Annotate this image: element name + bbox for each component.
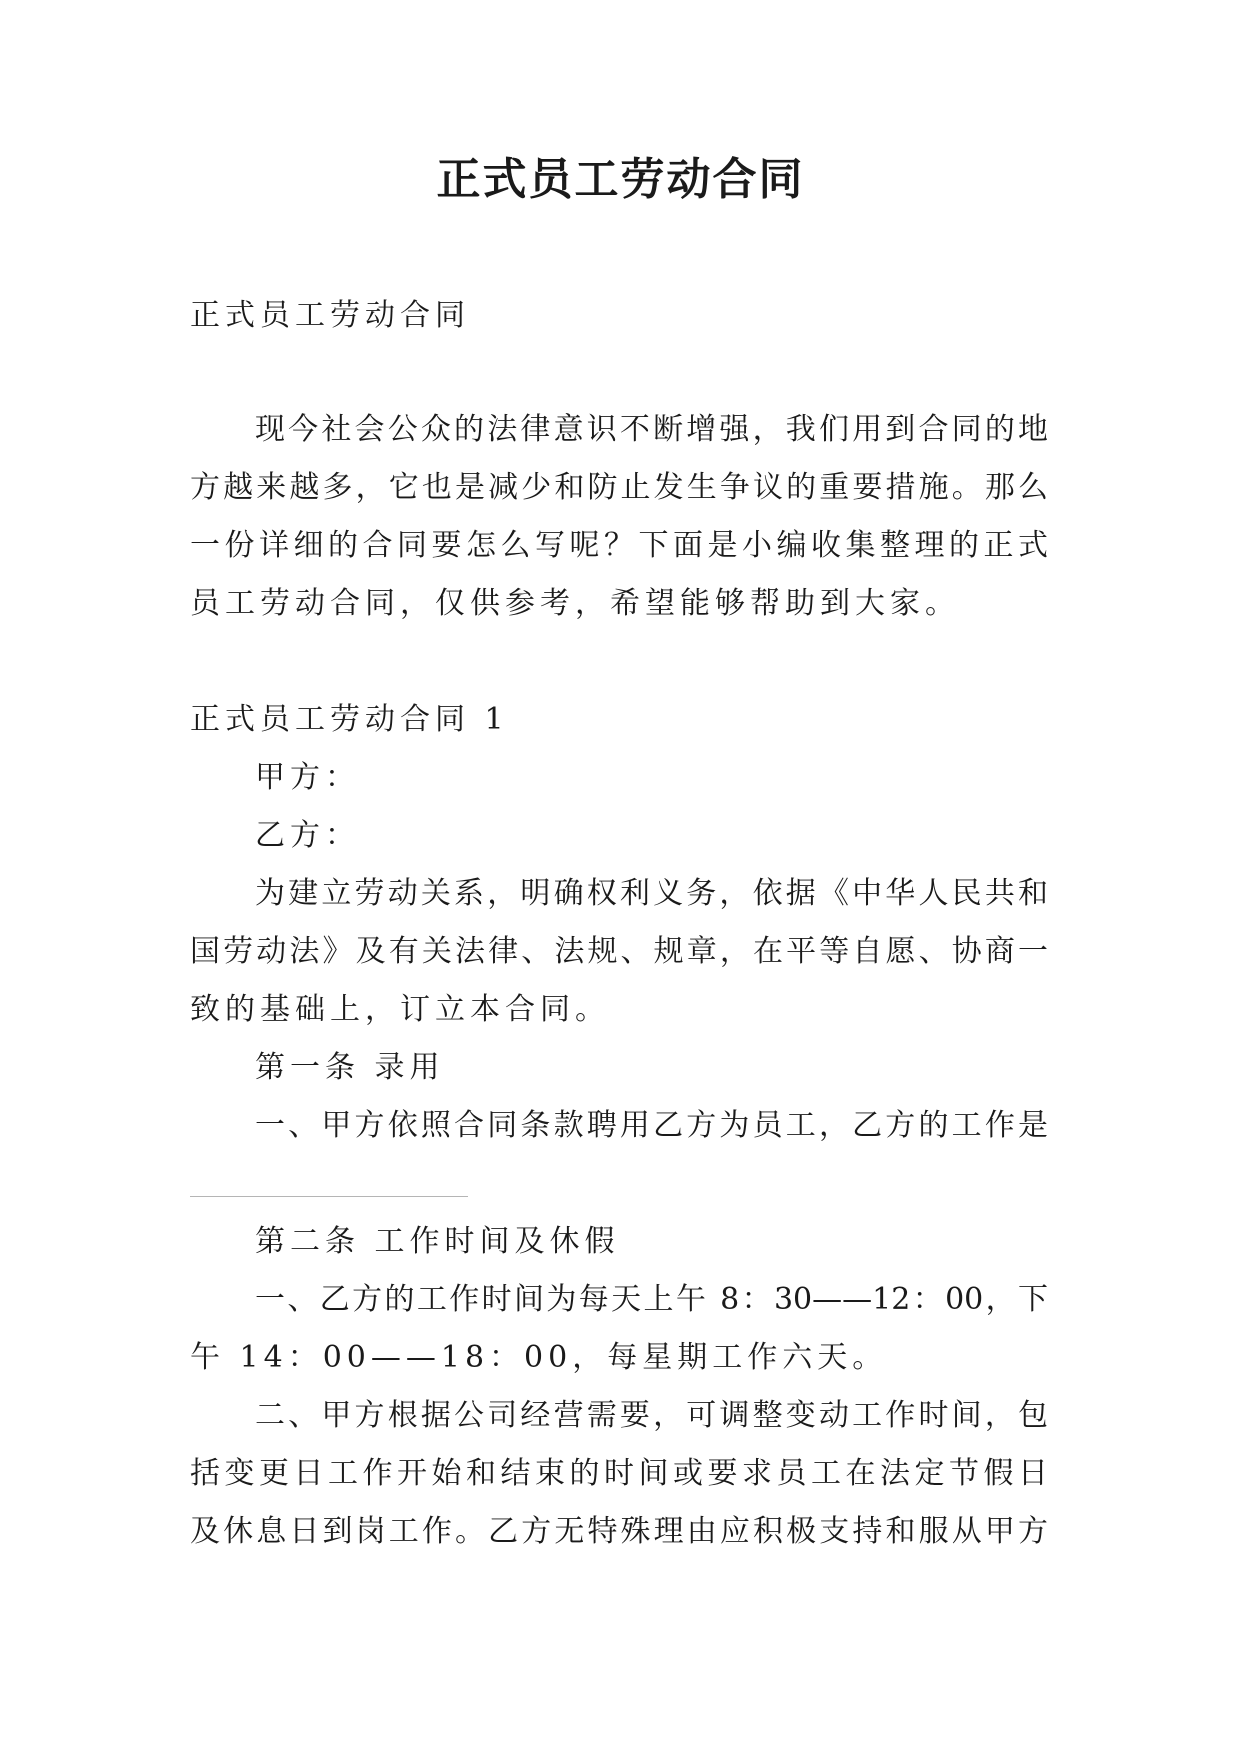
preamble-line-1: 为建立劳动关系，明确权利义务，依据《中华人民共和	[255, 876, 1048, 911]
intro-line-2: 方越来越多，它也是减少和防止发生争议的重要措施。那么	[190, 470, 1048, 505]
document-title: 正式员工劳动合同	[436, 154, 805, 205]
article-1-item-1: 一、甲方依照合同条款聘用乙方为员工，乙方的工作是	[255, 1108, 1048, 1143]
intro-line-4: 员工劳动合同，仅供参考，希望能够帮助到大家。	[190, 586, 960, 621]
article-2-item-1-line-1: 一、乙方的工作时间为每天上午 8：30——12：00，下	[255, 1282, 1048, 1317]
article-2-heading: 第二条 工作时间及休假	[255, 1224, 620, 1259]
article-2-item-1-line-2: 午 14：00——18：00，每星期工作六天。	[190, 1340, 888, 1375]
party-b-label: 乙方：	[255, 818, 360, 853]
article-1-heading: 第一条 录用	[255, 1050, 445, 1085]
document-subtitle: 正式员工劳动合同	[190, 298, 470, 333]
intro-line-3: 一份详细的合同要怎么写呢？下面是小编收集整理的正式	[190, 528, 1048, 563]
section-heading: 正式员工劳动合同 1	[190, 702, 509, 737]
party-a-label: 甲方：	[255, 760, 360, 795]
intro-line-1: 现今社会公众的法律意识不断增强，我们用到合同的地	[255, 412, 1048, 447]
article-2-item-2-line-1: 二、甲方根据公司经营需要，可调整变动工作时间，包	[255, 1398, 1048, 1433]
preamble-line-2: 国劳动法》及有关法律、法规、规章，在平等自愿、协商一	[190, 934, 1048, 969]
preamble-line-3: 致的基础上，订立本合同。	[190, 992, 610, 1027]
article-2-item-2-line-2: 括变更日工作开始和结束的时间或要求员工在法定节假日	[190, 1456, 1048, 1491]
section-divider	[190, 1196, 468, 1197]
article-2-item-2-line-3: 及休息日到岗工作。乙方无特殊理由应积极支持和服从甲方	[190, 1514, 1048, 1549]
